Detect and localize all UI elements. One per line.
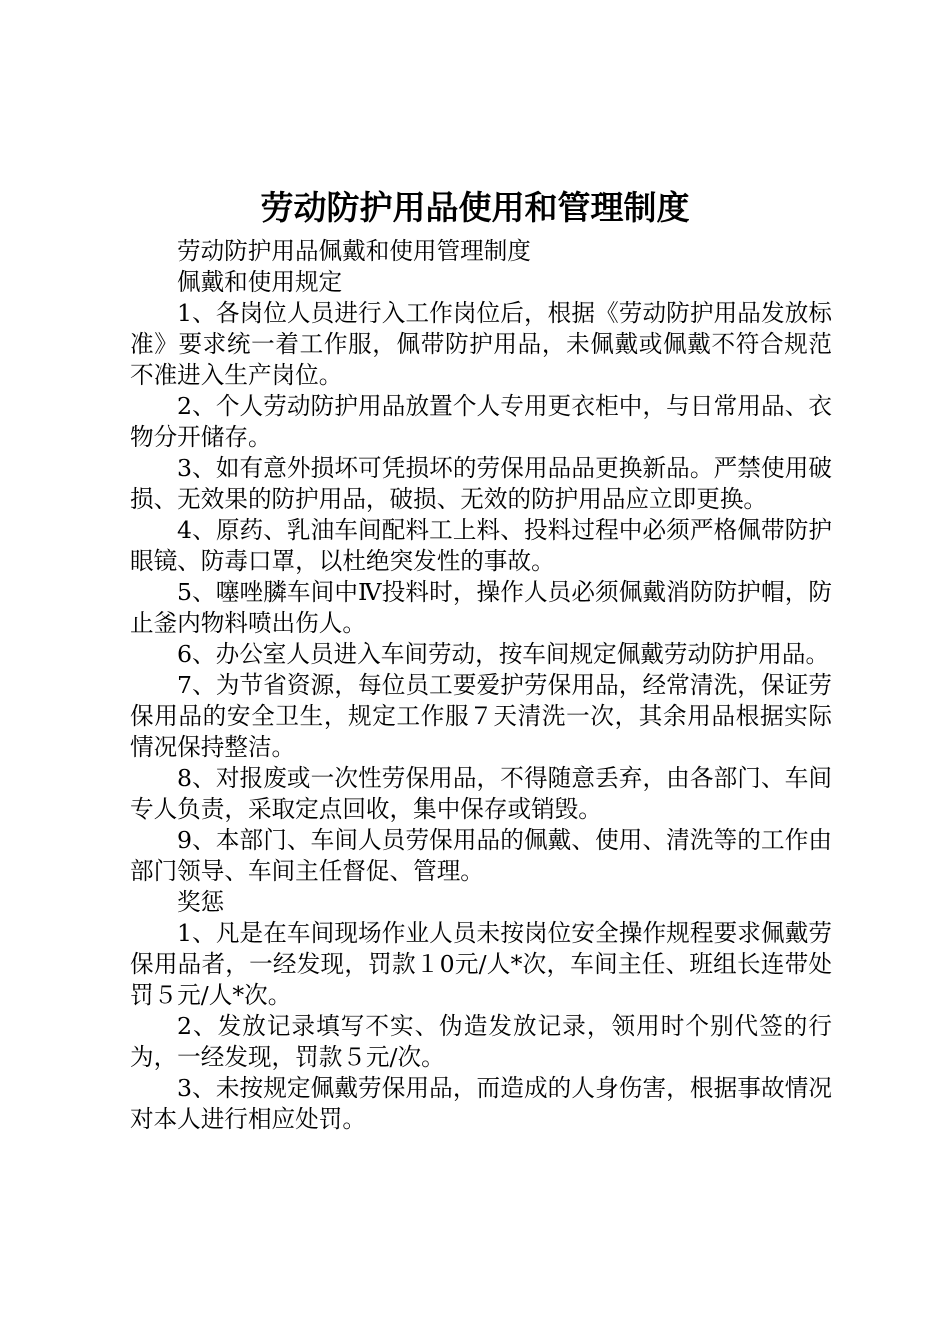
rule-paragraph: 4、原药、乳油车间配料工上料、投料过程中必须严格佩带防护眼镜、防毒口罩，以杜绝突发性的事故。 <box>130 516 832 575</box>
rule-paragraph: 6、办公室人员进入车间劳动，按车间规定佩戴劳动防护用品。 <box>177 640 830 668</box>
rule-paragraph: 9、本部门、车间人员劳保用品的佩戴、使用、清洗等的工作由部门领导、车间主任督促、管理。 <box>130 826 832 885</box>
subtitle-paragraph: 劳动防护用品佩戴和使用管理制度 <box>177 237 531 265</box>
section-heading-usage: 佩戴和使用规定 <box>177 268 343 296</box>
document-title: 劳动防护用品使用和管理制度 <box>260 188 690 227</box>
document-body <box>130 236 832 1135</box>
rule-paragraph: 2、个人劳动防护用品放置个人专用更衣柜中，与日常用品、衣物分开储存。 <box>130 392 832 451</box>
penalty-paragraph: 1、凡是在车间现场作业人员未按岗位安全操作规程要求佩戴劳保用品者，一经发现，罚款１0元/人*次，车间主任、班组长连带处罚５元/人*次。 <box>130 919 832 1009</box>
penalty-paragraph: 2、发放记录填写不实、伪造发放记录，领用时个别代签的行为，一经发现，罚款５元/次。 <box>130 1012 832 1071</box>
rule-paragraph: 5、噻唑膦车间中Ⅳ投料时，操作人员必须佩戴消防防护帽，防止釜内物料喷出伤人。 <box>130 578 832 637</box>
rule-paragraph: 1、各岗位人员进行入工作岗位后，根据《劳动防护用品发放标准》要求统一着工作服，佩带防护用品，未佩戴或佩戴不符合规范不准进入生产岗位。 <box>130 299 832 389</box>
rule-paragraph: 8、对报废或一次性劳保用品，不得随意丢弃，由各部门、车间专人负责，采取定点回收，集中保存或销毁。 <box>130 764 832 823</box>
rule-paragraph: 3、如有意外损坏可凭损坏的劳保用品品更换新品。严禁使用破损、无效果的防护用品，破损、无效的防护用品应立即更换。 <box>130 454 832 513</box>
section-heading-rewards: 奖惩 <box>177 888 225 916</box>
penalty-paragraph: 3、未按规定佩戴劳保用品，而造成的人身伤害，根据事故情况对本人进行相应处罚。 <box>130 1074 832 1133</box>
rule-paragraph: 7、为节省资源，每位员工要爱护劳保用品，经常清洗，保证劳保用品的安全卫生，规定工作服７天清洗一次，其余用品根据实际情况保持整洁。 <box>130 671 832 761</box>
